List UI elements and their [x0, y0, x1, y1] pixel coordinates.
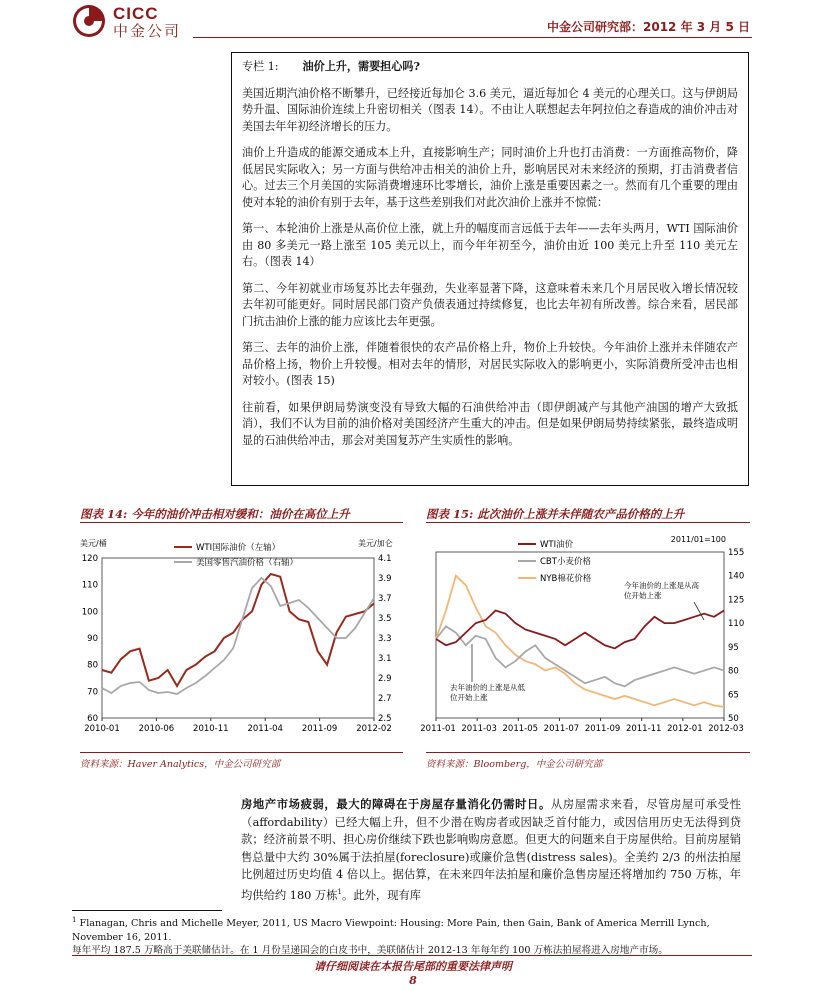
footer-divider [72, 955, 752, 956]
figure-15-bottom-rule [426, 752, 750, 753]
y-right-tick-label: 2.5 [378, 714, 392, 724]
y-tick-label: 50 [728, 714, 739, 724]
footer-notice: 请仔细阅读在本报告尾部的重要法律声明 [314, 960, 512, 973]
figure-15-source: 资料来源：Bloomberg，中金公司研究部 [426, 759, 603, 770]
header-divider [193, 37, 752, 38]
index-base-label: 2011/01=100 [670, 535, 726, 544]
legend-label: CBT小麦价格 [540, 557, 591, 567]
figure-14-rule [80, 522, 403, 523]
x-tick-label: 2011-09 [301, 724, 338, 734]
x-tick-label: 2010-11 [193, 724, 229, 734]
footnote-ref[interactable]: 1 [337, 887, 342, 896]
legend-label: WTI国际油价（左轴） [196, 543, 281, 553]
figure-15-rule [426, 522, 750, 523]
footnote [72, 914, 752, 958]
column-paragraph: 油价上升造成的能源交通成本上升，直接影响生产；同时油价上升也打击消费：一方面推高物价，降低居民实际收入；另一方面与供给冲击相关的油价上升，影响居民对未来经济的预期，打击消费者信心。过去三个月美国的实际消费增速环比零增长，油价上涨是重要因素之一。然而有几个重要的理由使对本轮的油价有别于去年，基于这些差别我们对此次油价上涨并不惊慌： [242, 146, 738, 209]
logo-text-en: CICC [113, 4, 159, 23]
y-tick-label: 155 [728, 548, 745, 558]
y-left-tick-label: 120 [81, 554, 98, 564]
y-left-tick-label: 70 [87, 687, 98, 698]
y-tick-label: 95 [728, 642, 739, 653]
column-paragraph: 第三、去年的油价上涨，伴随着很快的农产品价格上升，物价上升较快。今年油价上涨并未伴随农产品价格上扬，物价上升较慢。相对去年的情形，对居民实际收入的影响更小，实际消费所受冲击也相对较小。(图表 15) [242, 341, 738, 387]
figure-15-chart [420, 528, 754, 748]
x-tick-label: 2011-11 [625, 724, 662, 734]
column-title-text: 油价上升，需要担心吗? [302, 60, 420, 73]
x-tick-label: 2010-01 [84, 724, 120, 734]
plot-frame [102, 558, 374, 718]
column-title-prefix: 专栏 1: [242, 60, 279, 73]
y-tick-label: 125 [728, 595, 745, 606]
figure-14-chart [78, 528, 408, 748]
annotation-last-year: 去年油价的上涨是从低 [450, 683, 525, 692]
annotation-this-year: 今年油价的上涨是从高 [624, 581, 699, 590]
x-tick-label: 2011-03 [461, 724, 497, 734]
page-number: 8 [409, 974, 417, 987]
x-tick-label: 2012-02 [356, 724, 392, 734]
y-tick-label: 65 [728, 690, 739, 701]
y-right-tick-label: 4.1 [378, 554, 392, 564]
y-left-tick-label: 80 [87, 660, 98, 671]
column-paragraph: 第二、今年初就业市场复苏比去年强劲，失业率显著下降，这意味着未来几个月居民收入增长情况较去年初可能更好。同时居民部门资产负债表通过持续修复，也比去年初有所改善。综合来看，居民部门抗击油价上涨的能力应该比去年更强。 [242, 281, 738, 328]
y-right-tick-label: 2.9 [378, 674, 392, 684]
y-right-tick-label: 3.7 [378, 594, 392, 604]
y-left-tick-label: 100 [81, 607, 98, 618]
y-left-tick-label: 90 [87, 634, 98, 644]
x-tick-label: 2011-07 [543, 724, 580, 734]
x-tick-label: 2012-01 [667, 724, 703, 734]
y-right-tick-label: 3.5 [378, 614, 392, 624]
y-right-tick-label: 3.3 [378, 634, 392, 644]
footnote-divider [72, 910, 222, 911]
legend-label: NYB棉花价格 [540, 574, 592, 584]
body-paragraph [241, 796, 741, 904]
x-tick-label: 2011-09 [584, 724, 621, 734]
figure-14-title: 图表 14: 今年的油价冲击相对缓和：油价在高位上升 [80, 507, 350, 521]
annotation-this-year-2: 位开始上涨 [624, 591, 662, 600]
footnote-number: 1 [72, 916, 77, 924]
body-lead: 房地产市场疲弱，最大的障碍在于房屋存量消化仍需时日。 [241, 797, 551, 811]
header-date: 中金公司研究部：2012 年 3 月 5 日 [547, 20, 750, 34]
column-paragraph: 美国近期汽油价格不断攀升，已经接近每加仑 3.6 美元，逼近每加仑 4 美元的心理关口。这与伊朗局势升温、国际油价连续上升密切相关（图表 14）。不由让人联想起去年阿拉伯之春造成的油价冲击对美国去年年初经济增长的压力。 [242, 86, 738, 133]
y-right-tick-label: 3.1 [378, 654, 392, 664]
x-tick-label: 2010-06 [138, 724, 175, 734]
figure-14-bottom-rule [80, 752, 403, 753]
x-tick-label: 2011-04 [247, 724, 283, 734]
legend-label: WTI油价 [540, 540, 574, 550]
wti-series-line [436, 610, 724, 648]
column-paragraph: 往前看，如果伊朗局势演变没有导致大幅的石油供给冲击（即伊朗减产与其他产油国的增产大致抵消），我们不认为目前的油价格对美国经济产生重大的冲击。但是如果伊朗局势持续紧张，最终造成明显的石油供给冲击，那会对美国复苏产生实质性的影响。 [242, 400, 738, 447]
x-tick-label: 2011-01 [420, 724, 456, 734]
footnote-line-2: 每年平均 187.5 万略高于美联储估计。在 1 月份呈递国会的白皮书中，美联储估计 2012-13 年每年约 100 万栋法拍屋将进入房地产市场。 [72, 945, 668, 957]
legend-label: 美国零售汽油价格（右轴） [196, 558, 299, 568]
body-text: 从房屋需求来看，尽管房屋可承受性（affordability）已经大幅上升，但不少潜在购房者或因缺乏首付能力，或因信用历史无法得到贷款；经济前景不明、担心房价继续下跌也影响购房意愿。但更大的问题来自于房屋供给。目前房屋销售总量中大约 30%属于法拍屋(foreclosure)或廉价急售(distress sales)。全美约 2/3 的州法拍屋比例超过历史均值 4 倍以上。据估算，在未来四年法拍屋和廉价急售房屋还将增加约 750 万栋，年均供给约 180 万栋 [241, 798, 741, 902]
page-header [0, 0, 826, 44]
cicc-logo-icon [72, 4, 106, 38]
y-left-tick-label: 60 [87, 714, 98, 724]
y-right-tick-label: 2.7 [378, 694, 392, 704]
figure-15-title: 图表 15: 此次油价上涨并未伴随农产品价格的上升 [426, 507, 685, 521]
y-right-tick-label: 3.9 [378, 574, 392, 584]
y-tick-label: 140 [728, 571, 745, 582]
y-left-tick-label: 110 [81, 580, 98, 591]
gasoline-series-line [102, 578, 374, 694]
annotation-last-year-2: 位开始上涨 [450, 693, 488, 702]
body-tail: 。此外，现有库 [342, 888, 422, 902]
column-box [231, 52, 749, 486]
footnote-line-1: Flanagan, Chris and Michelle Meyer, 2011, US Macro Viewpoint: Housing: More Pain, then Gain, Bank of America Merrill Lynch, November 16, 2011. [72, 918, 710, 943]
x-tick-label: 2012-03 [708, 724, 744, 734]
logo-text-cn: 中金公司 [113, 22, 182, 40]
y-tick-label: 110 [728, 619, 745, 630]
right-axis-unit: 美元/加仑 [358, 539, 393, 548]
y-tick-label: 80 [728, 666, 739, 677]
left-axis-unit: 美元/桶 [80, 539, 107, 548]
column-paragraph: 第一、本轮油价上涨是从高价位上涨，就上升的幅度而言远低于去年——去年头两月，WTI 国际油价由 80 多美元一路上涨至 105 美元以上，而今年年初至今，油价由近 100 美元上升至 110 美元左右。（图表 14） [242, 222, 738, 268]
x-tick-label: 2011-05 [502, 724, 539, 734]
column-title [242, 59, 738, 76]
figure-14-source: 资料来源：Haver Analytics，中金公司研究部 [80, 759, 281, 770]
